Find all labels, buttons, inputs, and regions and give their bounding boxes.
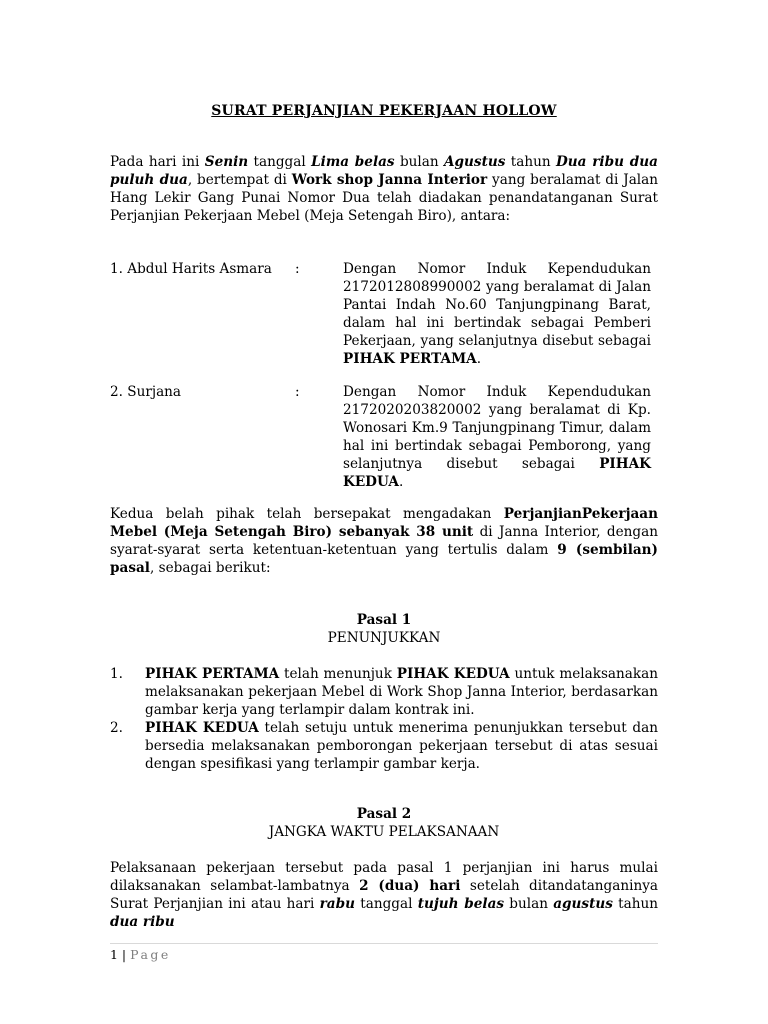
text-run: PIHAK KEDUA bbox=[145, 720, 259, 736]
agreement-subject: PerjanjianPekerjaan Mebel (Meja Setengah Biro) sebanyak 38 unit bbox=[110, 506, 658, 540]
list-number: 1. bbox=[110, 666, 123, 682]
start-deadline: 2 (dua) hari bbox=[359, 878, 461, 894]
intro-paragraph bbox=[110, 153, 658, 225]
list-number: 2. bbox=[110, 720, 123, 736]
day-value: Senin bbox=[204, 154, 249, 170]
list-item-text bbox=[145, 665, 658, 719]
agreement-paragraph bbox=[110, 505, 658, 577]
text-run: , sebagai berikut: bbox=[149, 560, 271, 576]
pasal-1-subheading: PENUNJUKKAN bbox=[327, 630, 441, 646]
text-run: setelah ditandatanganinya Surat Perjanjian ini atau hari bbox=[110, 878, 659, 912]
party-1-name: 1. Abdul Harits Asmara bbox=[110, 261, 272, 277]
text-run: . bbox=[476, 351, 482, 367]
text-run: yang beralamat di Jalan Hang Lekir Gang Punai Nomor Dua telah diadakan penandatanganan Surat Perjanjian Pekerjaan Mebel (Meja Setengah Biro), antara: bbox=[110, 172, 659, 224]
place-value: Work shop Janna Interior bbox=[291, 172, 488, 188]
date-value: Lima belas bbox=[311, 154, 395, 170]
pasal-1-item-2 bbox=[110, 719, 658, 773]
text-run: agustus bbox=[553, 896, 613, 912]
text-run: tanggal bbox=[355, 896, 418, 912]
text-run: Dengan Nomor Induk Kependudukan 2172012808990002 yang beralamat di Jalan Pantai Indah No.60 Tanjungpinang Barat, dalam hal ini bertindak sebagai Pemberi Pekerjaan, yang selanjutnya disebut sebagai bbox=[343, 261, 651, 349]
text-run: di Janna Interior, dengan syarat-syarat serta ketentuan-ketentuan yang tertulis dalam bbox=[110, 524, 658, 558]
document-title: SURAT PERJANJIAN PEKERJAAN HOLLOW bbox=[211, 103, 557, 119]
text-run: PIHAK KEDUA bbox=[396, 666, 510, 682]
text-run: bulan bbox=[394, 154, 444, 170]
pasal-1-item-1 bbox=[110, 665, 658, 719]
page-label: Page bbox=[130, 947, 171, 962]
pasal-2-heading: Pasal 2 bbox=[356, 806, 412, 822]
text-run: , bertempat di bbox=[187, 172, 292, 188]
text-run: telah menunjuk bbox=[279, 666, 397, 682]
pasal-1-heading: Pasal 1 bbox=[356, 612, 412, 628]
text-run: untuk melaksanakan melaksanakan pekerjaan Mebel di Work Shop Janna Interior, berdasarkan gambar kerja yang terlampir dalam kontrak ini. bbox=[145, 666, 658, 718]
text-run: rabu bbox=[319, 896, 355, 912]
text-run: PIHAK PERTAMA bbox=[145, 666, 280, 682]
text-run: . bbox=[398, 474, 404, 490]
pasal-2-paragraph bbox=[110, 859, 658, 931]
text-run: Pelaksanaan pekerjaan tersebut pada pasal 1 perjanjian ini harus mulai dilaksanakan selambat-lambatnya bbox=[110, 860, 658, 894]
page-footer bbox=[110, 947, 171, 962]
text-run: Dengan Nomor Induk Kependudukan 2172020203820002 yang beralamat di Kp. Wonosari Km.9 Tanjungpinang Timur, dalam hal ini bertindak sebagai Pemborong, yang selanjutnya disebut sebagai bbox=[343, 384, 651, 472]
party-2-role: PIHAK KEDUA bbox=[343, 456, 651, 490]
party-2-name: 2. Surjana bbox=[110, 384, 182, 400]
text-run: tahun bbox=[505, 154, 556, 170]
footer-divider bbox=[110, 943, 658, 944]
text-run: telah setuju untuk menerima penunjukkan tersebut dan bersedia melaksanakan pemborongan pekerjaan tersebut di atas sesuai dengan spesifikasi yang terlampir gambar kerja. bbox=[145, 720, 658, 772]
party-1-colon: : bbox=[295, 261, 300, 277]
pasal-count: 9 (sembilan) pasal bbox=[110, 542, 658, 576]
text-run: tahun bbox=[612, 896, 659, 912]
year-value: Dua ribu dua puluh dua bbox=[110, 154, 658, 188]
pasal-2-subheading: JANGKA WAKTU PELAKSANAAN bbox=[268, 824, 500, 840]
page-number: 1 bbox=[110, 947, 118, 962]
text-run: Pada hari ini bbox=[110, 154, 205, 170]
text-run: tanggal bbox=[248, 154, 312, 170]
text-run: tujuh belas bbox=[417, 896, 505, 912]
party-2-colon: : bbox=[295, 384, 300, 400]
month-value: Agustus bbox=[444, 154, 506, 170]
party-1-role: PIHAK PERTAMA bbox=[343, 351, 477, 367]
party-1-description bbox=[343, 260, 651, 368]
text-run: Kedua belah pihak telah bersepakat mengadakan bbox=[110, 506, 504, 522]
party-2-description bbox=[343, 383, 651, 491]
text-run: bulan bbox=[504, 896, 554, 912]
list-item-text bbox=[145, 719, 658, 773]
footer-separator: | bbox=[117, 947, 131, 962]
text-run: dua ribu bbox=[110, 914, 175, 930]
